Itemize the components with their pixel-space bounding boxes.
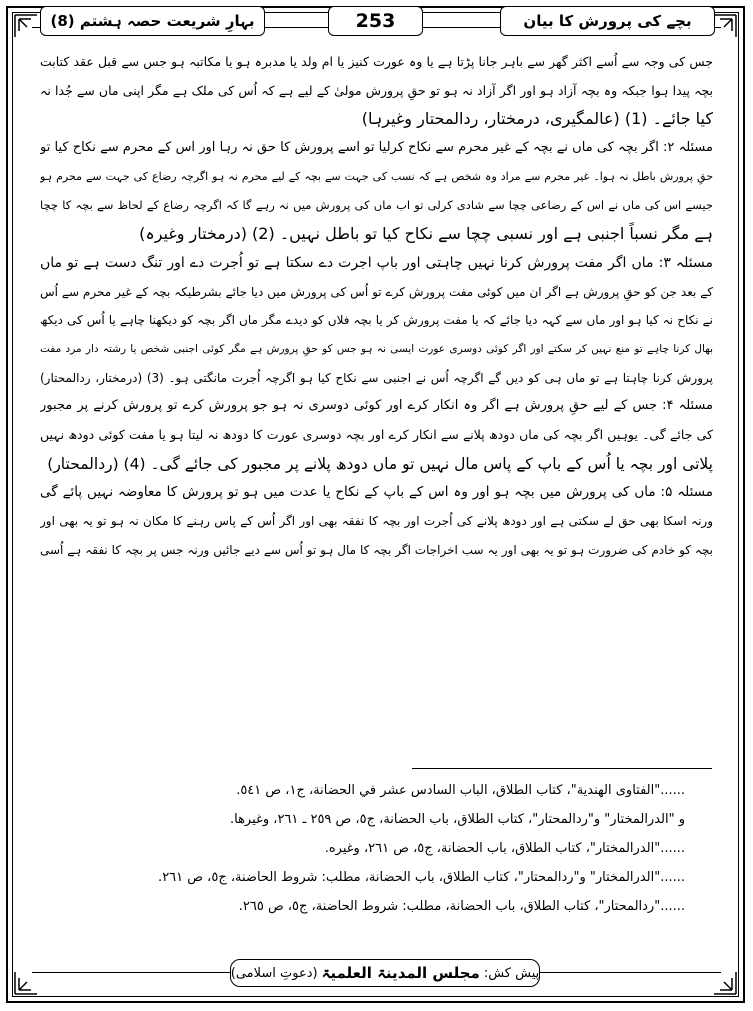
text-line: کی جائے گی۔ یوہیں اگر بچہ کی ماں دودھ پلانے سے انکار کرے اور بچہ دوسری عورت کا دودھ نہ لیتا ہو یا مفت کوئی دودھ نہیں — [40, 426, 713, 442]
text-line: پلاتی اور بچہ یا اُس کے باپ کے پاس مال نہیں تو ماں دودھ پلانے پر مجبور کی جائے گی۔ (4) (ردالمحتار) — [47, 454, 713, 473]
footnote: ......"ردالمحتار"، كتاب الطلاق، باب الحضانة، مطلب: شروط الحاضنة، ج٥، ص ٢٦٥. — [238, 899, 685, 914]
text-line: کے بعد جن کو حقِ پرورش ہے اگر ان میں کوئی مفت پرورش کرے تو اُس کی پرورش میں دیا جائے بشرطیکہ بچہ کے غیر محرم سے اُس — [40, 284, 713, 299]
publisher-prefix: پیش کش: — [483, 965, 540, 981]
text-line: بچہ کو خادم کی ضرورت ہو تو یہ بھی اور یہ سب اخراجات اگر بچہ کا مال ہو تو اُس سے دیے جائیں ورنہ جس پر بچہ کا نفقہ ہے اُسی — [40, 542, 713, 557]
book-title: بہارِ شریعت حصہ ہشتم (8) — [40, 6, 265, 36]
text-line: ورنہ اسکا بھی حق لے سکتی ہے اور دودھ پلانے کی اُجرت اور بچہ کا نفقہ بھی اور اگر اُس کے پاس رہنے کا مکان نہ ہو تو یہ بھی اور — [40, 514, 713, 528]
footnote: ......"الدرالمختار" و"ردالمحتار"، كتاب الطلاق، باب الحضانة، مطلب: شروط الحاضنة، ج٥، ص ٢٦١. — [158, 870, 685, 885]
text-line: مسئلہ ۲: اگر بچہ کی ماں نے بچہ کے غیر محرم سے نکاح کرلیا تو اسے پرورش کا حق نہ رہا اور اس کے محرم سے نکاح کیا تو — [40, 140, 713, 156]
text-line: جیسے اس کی ماں نے اس کے رضاعی چچا سے شادی کرلی تو اب ماں کی پرورش میں نہ رہے گا کہ اگرچہ رضاع کے لحاظ سے بچہ کا چچا — [40, 198, 713, 213]
text-line: نے نکاح نہ کیا ہو اور ماں سے کہہ دیا جائے کہ یا مفت پرورش کر یا بچہ فلاں کو دیدے مگر ماں اگر بچہ کو دیکھنا چاہے یا اُس کی دیکھ — [40, 313, 713, 328]
footnote: و "الدرالمختار" و"ردالمحتار"، كتاب الطلاق، باب الحضانة، ج٥، ص ٢٥٩ ـ ٢٦١، وغيرها. — [229, 812, 685, 827]
corner-ornament-icon — [712, 970, 738, 996]
footnote-rule — [412, 768, 712, 769]
corner-ornament-icon — [13, 13, 39, 39]
text-line: بچہ پیدا ہوا جبکہ وہ بچہ آزاد ہو اور اگر آزاد نہ ہو تو حقِ پرورش مولیٰ کے لیے ہے کہ اُس کی ملک ہے مگر اپنی ماں سے جُدا نہ — [40, 82, 713, 98]
text-line: مسئلہ ۵: ماں کی پرورش میں بچہ ہو اور وہ اس کے باپ کے نکاح یا عدت میں ہو تو پرورش کا معاوضہ نہیں پائے گی — [40, 484, 713, 501]
text-line: پرورش کرنا چاہتا ہے تو ماں ہی کو دیں گے اگرچہ اُس نے اجنبی سے نکاح کیا ہو اگرچہ اُجرت مانگتی ہو۔ (3) (درمختار، ردالمحتار) — [40, 370, 713, 385]
publisher-name: مجلس المدینۃ العلمیۃ — [321, 964, 480, 982]
text-line: حقِ پرورش باطل نہ ہوا۔ غیر محرم سے مراد وہ شخص ہے کہ نسب کی جہت سے بچہ کے لیے محرم نہ ہو اگرچہ رضاع کی جہت سے محرم ہو — [40, 169, 713, 183]
text-line: جس کی وجہ سے اُسے اکثر گھر سے باہر جانا پڑتا ہے یا وہ عورت کنیز یا ام ولد یا مدبرہ ہو یا مکاتبہ ہو جس سے قبل عقد کتابت — [40, 54, 713, 69]
text-line: مسئلہ ۳: ماں اگر مفت پرورش کرنا نہیں چاہتی اور باپ اجرت دے سکتا ہے تو اُجرت دے اور تنگ دست ہے تو ماں — [40, 254, 713, 271]
publisher-box — [230, 959, 540, 987]
text-line: مسئلہ ۴: جس کے لیے حقِ پرورش ہے اگر وہ انکار کرے اور کوئی دوسری نہ ہو جو پرورش کرے تو پرورش کرنے پر مجبور — [40, 398, 713, 414]
main-text — [40, 48, 713, 564]
text-line: بھال کرنا چاہے تو منع نہیں کر سکتے اور اگر کوئی دوسری عورت ایسی نہ ہو جس کو حقِ پرورش ہے مگر کوئی اجنبی شخص یا رشتہ دار مرد مفت — [40, 342, 713, 355]
publisher-suffix: (دعوتِ اسلامی) — [230, 965, 318, 981]
corner-ornament-icon — [13, 970, 39, 996]
corner-ornament-icon — [712, 13, 738, 39]
footnote: ......"الدرالمختار"، كتاب الطلاق، باب الحضانة، ج٥، ص ٢٦١، وغيره. — [324, 841, 685, 856]
text-line: کیا جائے۔ (1) (عالمگیری، درمختار، ردالمحتار وغیرہا) — [361, 109, 713, 129]
chapter-title: بچے کی پرورش کا بیان — [500, 6, 715, 36]
page-number: 253 — [328, 6, 423, 36]
footnote: ......"الفتاوی الهندية"، كتاب الطلاق، الباب السادس عشر في الحضانة، ج١، ص ٥٤١. — [236, 783, 685, 798]
footnotes — [40, 776, 713, 921]
text-line: ہے مگر نسباً اجنبی ہے اور نسبی چچا سے نکاح کیا تو باطل نہیں۔ (2) (درمختار وغیرہ) — [139, 224, 713, 244]
